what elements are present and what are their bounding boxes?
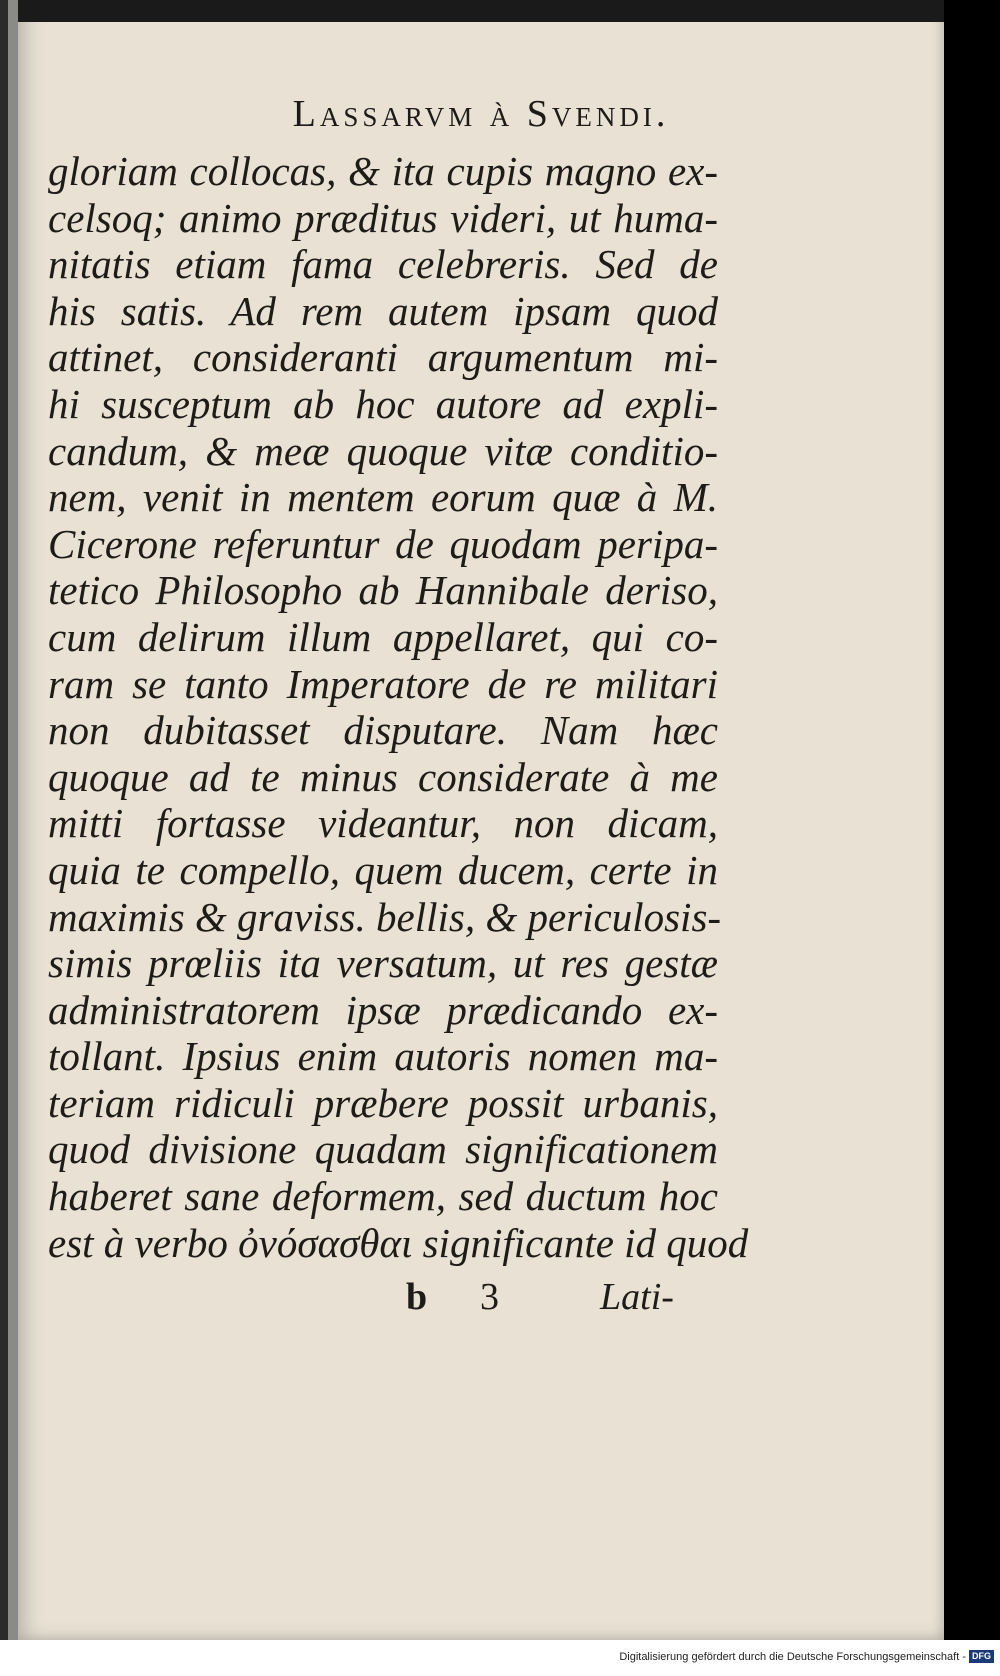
leaf-number: 3 xyxy=(480,1276,499,1318)
text-line: mitti fortasse videantur, non dicam, xyxy=(48,800,718,847)
credit-text: Digitalisierung gefördert durch die Deutsche Forschungsgemeinschaft - xyxy=(619,1650,966,1663)
running-head: Lassarvm à Svendi. xyxy=(292,93,670,135)
book-page xyxy=(18,0,944,1640)
body-text xyxy=(48,148,749,1266)
text-line: non dubitasset disputare. Nam hæc xyxy=(48,707,718,754)
text-line: nitatis etiam fama celebreris. Sed de xyxy=(48,241,718,288)
text-line: cum delirum illum appellaret, qui co- xyxy=(48,613,718,660)
adjacent-page-edge xyxy=(8,0,18,1640)
text-line: ram se tanto Imperatore de re militari xyxy=(48,660,718,707)
text-line: est à verbo ὀνόσασθαι significante id quod xyxy=(48,1219,749,1266)
text-line: celsoq; animo præditus videri, ut huma- xyxy=(48,194,718,241)
text-line: teriam ridiculi præbere possit urbanis, xyxy=(48,1079,718,1126)
text-line: his satis. Ad rem autem ipsam quod xyxy=(48,287,718,334)
text-line: candum, & meæ quoque vitæ conditio- xyxy=(48,427,718,474)
text-line: gloriam collocas, & ita cupis magno ex- xyxy=(48,148,718,194)
credit-bar xyxy=(0,1640,1000,1676)
text-line: nem, venit in mentem eorum quæ à M. xyxy=(48,474,718,521)
text-line: administratorem ipsæ prædicando ex- xyxy=(48,986,718,1033)
text-line: maximis & graviss. bellis, & periculosis- xyxy=(48,893,722,940)
text-line: tetico Philosopho ab Hannibale deriso, xyxy=(48,567,718,614)
catchword: Lati- xyxy=(600,1276,674,1318)
text-line: simis prœliis ita versatum, ut res gestæ xyxy=(48,940,718,987)
text-line: Cicerone referuntur de quodam peripa- xyxy=(48,520,718,567)
funding-credit xyxy=(619,1650,994,1663)
dfg-logo-icon: DFG xyxy=(969,1650,994,1663)
text-line: hi susceptum ab hoc autore ad expli- xyxy=(48,380,718,427)
text-line: haberet sane deformem, sed ductum hoc xyxy=(48,1173,718,1220)
scan-top-border xyxy=(18,0,944,22)
signature-mark: b xyxy=(406,1276,428,1318)
text-line: quod divisione quadam significationem xyxy=(48,1126,718,1173)
text-line: attinet, consideranti argumentum mi- xyxy=(48,334,718,381)
text-line: quia te compello, quem ducem, certe in xyxy=(48,846,718,893)
text-line: tollant. Ipsius enim autoris nomen ma- xyxy=(48,1033,718,1080)
text-line: quoque ad te minus considerate à me xyxy=(48,753,718,800)
